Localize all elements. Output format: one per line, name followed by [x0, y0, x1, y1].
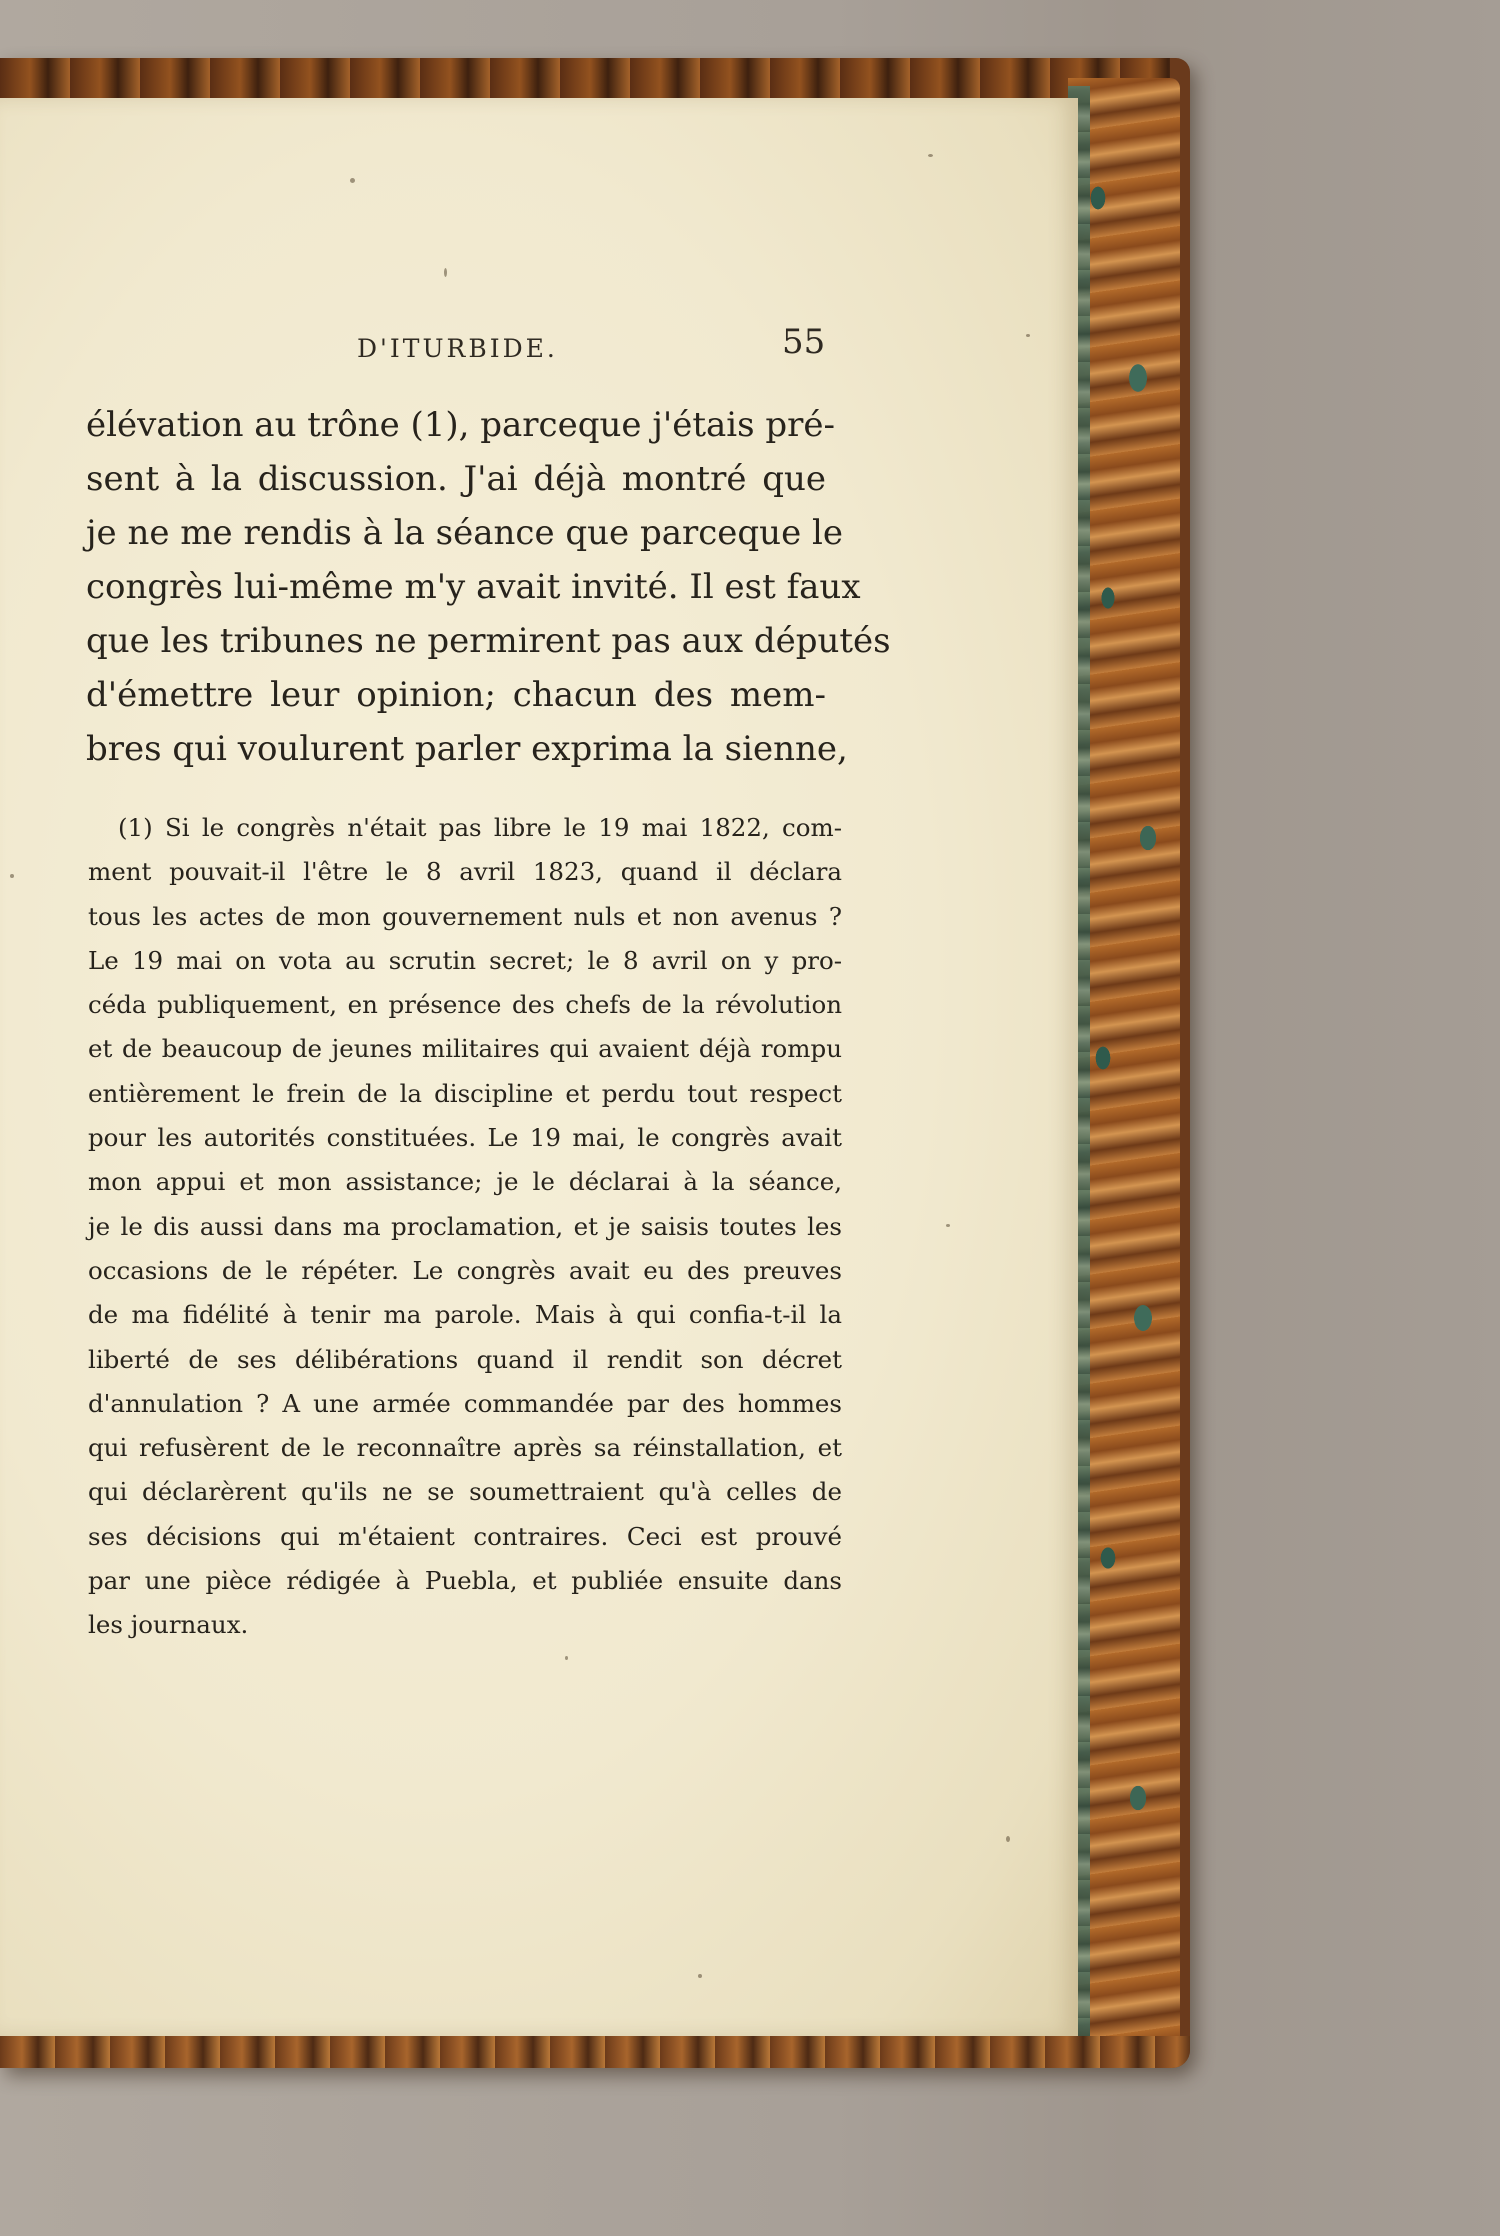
main-text: [86, 398, 891, 776]
paper-speck: [10, 874, 14, 878]
paper-speck: [946, 1224, 950, 1227]
footnote-line: liberté de ses délibérations quand il rendit son décret: [88, 1344, 842, 1374]
paper-speck: [1006, 1836, 1010, 1842]
paper-speck: [350, 178, 355, 183]
text-line: congrès lui-même m'y avait invité. Il est faux: [86, 567, 861, 607]
text-line: d'émettre leur opinion; chacun des mem-: [86, 675, 826, 715]
footnote-line: par une pièce rédigée à Puebla, et publiée ensuite dans: [88, 1566, 842, 1596]
footnote-line: Le 19 mai on vota au scrutin secret; le 8 avril on y pro-: [88, 945, 842, 975]
running-head: D'ITURBIDE.: [357, 334, 558, 363]
text-line: élévation au trône (1), parceque j'étais pré-: [86, 405, 836, 445]
text-line: bres qui voulurent parler exprima la sienne,: [86, 729, 848, 769]
footnote-line: je le dis aussi dans ma proclamation, et je saisis toutes les: [88, 1211, 842, 1241]
footnote-line: céda publiquement, en présence des chefs de la révolution: [88, 990, 842, 1020]
paper-speck: [444, 268, 447, 277]
footnote-line: tous les actes de mon gouvernement nuls et non avenus ?: [88, 901, 842, 931]
footnote-line: les journaux.: [88, 1610, 249, 1640]
footnote-line: mon appui et mon assistance; je le déclarai à la séance,: [88, 1167, 842, 1197]
footnote-line: qui déclarèrent qu'ils ne se soumettraient qu'à celles de: [88, 1477, 842, 1507]
book-bottom-edge: [0, 2036, 1190, 2068]
footnote: [88, 806, 842, 1648]
text-line: je ne me rendis à la séance que parceque le: [86, 513, 843, 553]
footnote-line: pour les autorités constituées. Le 19 mai, le congrès avait: [88, 1123, 842, 1153]
paper-speck: [565, 1656, 568, 1660]
footnote-line: (1) Si le congrès n'était pas libre le 19 mai 1822, com-: [118, 813, 842, 842]
footnote-line: ment pouvait-il l'être le 8 avril 1823, quand il déclara: [88, 857, 842, 887]
page-header: [0, 318, 1078, 378]
footnote-line: ses décisions qui m'étaient contraires. Ceci est prouvé: [88, 1521, 842, 1551]
paper-speck: [698, 1974, 702, 1978]
footnote-line: qui refusèrent de le reconnaître après sa réinstallation, et: [88, 1433, 842, 1463]
footnote-line: de ma fidélité à tenir ma parole. Mais à qui confia-t-il la: [88, 1300, 842, 1330]
text-line: que les tribunes ne permirent pas aux députés: [86, 621, 891, 661]
page-number: 55: [782, 322, 826, 362]
footnote-line: occasions de le répéter. Le congrès avait eu des preuves: [88, 1255, 842, 1285]
text-line: sent à la discussion. J'ai déjà montré que: [86, 459, 826, 499]
paper-speck: [928, 154, 933, 157]
book-top-edge: [0, 58, 1170, 98]
footnote-line: entièrement le frein de la discipline et perdu tout respect: [88, 1078, 842, 1108]
footnote-line: d'annulation ? A une armée commandée par des hommes: [88, 1388, 842, 1418]
footnote-line: et de beaucoup de jeunes militaires qui avaient déjà rompu: [88, 1034, 842, 1064]
